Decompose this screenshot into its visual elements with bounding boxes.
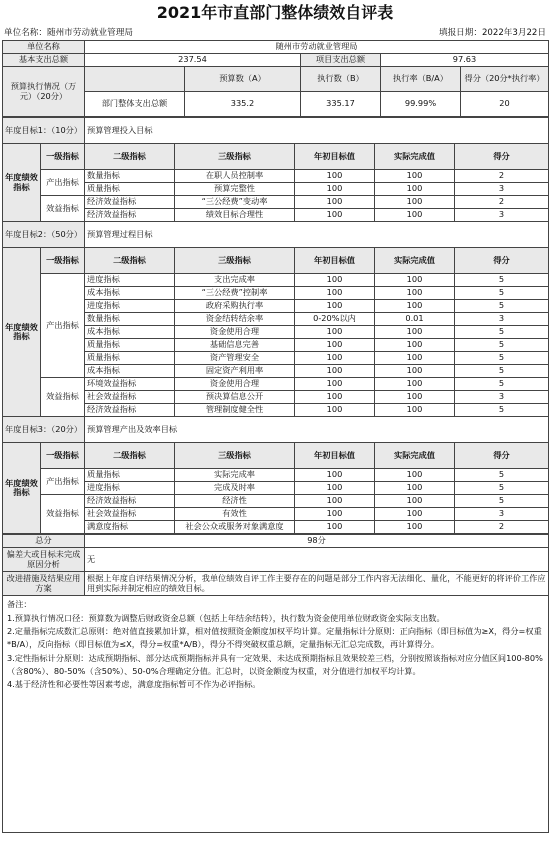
score-cell: 5 [455,469,549,482]
actual-cell: 100 [375,378,455,391]
indicator-row [3,183,549,196]
indicator-row [3,209,549,222]
indicator-row [3,287,549,300]
indicator-row [3,274,549,287]
score-header: 得分（20分*执行率） [461,67,549,92]
indicator-sections [3,118,549,534]
score-cell: 5 [455,339,549,352]
project-label: 项目支出总额 [301,54,381,67]
level2-cell: 成本指标 [85,287,175,300]
target-cell: 100 [295,482,375,495]
score-value: 20 [461,92,549,117]
level3-cell: “三公经费”控制率 [175,287,295,300]
target-cell: 100 [295,170,375,183]
level3-cell: 政府采购执行率 [175,300,295,313]
col-l3: 三级指标 [175,248,295,274]
basic-label: 基本支出总额 [3,54,85,67]
level2-cell: 数量指标 [85,170,175,183]
indicator-row [3,495,549,508]
col-l3: 三级指标 [175,443,295,469]
level3-cell: 支出完成率 [175,274,295,287]
level2-cell: 经济效益指标 [85,209,175,222]
actual-cell: 100 [375,469,455,482]
target-cell: 100 [295,274,375,287]
level2-cell: 质量指标 [85,183,175,196]
col-target: 年初目标值 [295,248,375,274]
level2-cell: 成本指标 [85,326,175,339]
exec-value: 335.17 [301,92,381,117]
rate-header: 执行率（B/A） [381,67,461,92]
indicator-row [3,170,549,183]
deviation-value: 无 [85,548,549,572]
indicator-row [3,404,549,417]
actual-cell: 100 [375,365,455,378]
col-l3: 三级指标 [175,144,295,170]
level3-cell: 有效性 [175,508,295,521]
actual-cell: 100 [375,521,455,534]
level2-cell: 质量指标 [85,339,175,352]
budget-value: 335.2 [185,92,301,117]
score-cell: 3 [455,313,549,326]
score-cell: 5 [455,365,549,378]
dept-label: 部门整体支出总额 [85,92,185,117]
score-cell: 3 [455,391,549,404]
note-item: 2.定量指标完成数汇总原则：绝对值直接累加计算，相对值按照资金额度加权平均计算。定量指标计分原则：正向指标（即目标值为≥X，得分=权重*B/A），反向指标（即目标值为≤X，得分=权重*A/B），得分不得突破权重总额，定量指标无汇总完成数，再计算得分。 [7,626,542,650]
unit-label: 单位名称：随州市劳动就业管理局 [4,28,133,38]
exec-header: 执行数（B） [301,67,381,92]
indicator-row [3,352,549,365]
actual-cell: 100 [375,326,455,339]
goal-indicator-label: 年度绩效指标 [3,144,41,222]
column-header-row [3,248,549,274]
col-l1: 一级指标 [41,144,85,170]
col-actual: 实际完成值 [375,443,455,469]
target-cell: 100 [295,300,375,313]
goal-indicator-label: 年度绩效指标 [3,443,41,534]
level3-cell: 预决算信息公开 [175,391,295,404]
level2-cell: 社会效益指标 [85,508,175,521]
target-cell: 100 [295,326,375,339]
level2-cell: 环境效益指标 [85,378,175,391]
level2-cell: 进度指标 [85,274,175,287]
col-actual: 实际完成值 [375,144,455,170]
note-item: 4.基于经济性和必要性等因素考虑，满意度指标暂可不作为必评指标。 [7,679,261,690]
section-goal-row [3,118,549,144]
group-name: 产出指标 [41,170,85,196]
indicator-row [3,469,549,482]
actual-cell: 100 [375,404,455,417]
group-name: 效益指标 [41,495,85,534]
score-cell: 5 [455,378,549,391]
evaluation-form [2,0,548,833]
actual-cell: 100 [375,287,455,300]
col-score: 得分 [455,443,549,469]
actual-cell: 100 [375,482,455,495]
actual-cell: 100 [375,352,455,365]
indicator-row [3,313,549,326]
level2-cell: 数量指标 [85,313,175,326]
target-cell: 100 [295,352,375,365]
notes-title: 备注： [7,599,32,609]
level3-cell: 资产管理安全 [175,352,295,365]
actual-cell: 100 [375,508,455,521]
note-item: 1.预算执行情况口径：预算数为调整后财政资金总额（包括上年结余结转），执行数为资金使用单位财政资金实际支出数。 [7,612,445,623]
indicator-table [2,117,549,534]
date-label: 填报日期：2022年3月22日 [438,28,546,38]
footer-table [2,534,549,833]
col-score: 得分 [455,144,549,170]
level2-cell: 经济效益指标 [85,495,175,508]
rate-value: 99.99% [381,92,461,117]
section-goal: 预算管理产出及效率目标 [85,417,549,443]
level2-cell: 进度指标 [85,300,175,313]
total-label: 总分 [3,535,85,548]
indicator-row [3,391,549,404]
project-value: 97.63 [381,54,549,67]
actual-cell: 100 [375,274,455,287]
target-cell: 100 [295,378,375,391]
score-cell: 3 [455,209,549,222]
summary-table [2,40,549,117]
level2-cell: 经济效益指标 [85,404,175,417]
section-goal-row [3,222,549,248]
column-header-row [3,443,549,469]
level3-cell: 实际完成率 [175,469,295,482]
target-cell: 100 [295,196,375,209]
level2-cell: 社会效益指标 [85,391,175,404]
indicator-row [3,365,549,378]
actual-cell: 100 [375,300,455,313]
score-cell: 5 [455,352,549,365]
indicator-row [3,326,549,339]
total-value: 98分 [85,535,549,548]
level2-cell: 成本指标 [85,365,175,378]
indicator-row [3,339,549,352]
target-cell: 100 [295,521,375,534]
level2-cell: 质量指标 [85,352,175,365]
target-cell: 100 [295,365,375,378]
level3-cell: 基础信息完善 [175,339,295,352]
actual-cell: 100 [375,183,455,196]
col-score: 得分 [455,248,549,274]
deviation-label: 偏差大或目标未完成原因分析 [3,548,85,572]
budget-header: 预算数（A） [185,67,301,92]
column-header-row [3,144,549,170]
score-cell: 2 [455,196,549,209]
target-cell: 100 [295,404,375,417]
score-cell: 5 [455,287,549,300]
level3-cell: 完成及时率 [175,482,295,495]
goal-indicator-label: 年度绩效指标 [3,248,41,417]
col-l1: 一级指标 [41,248,85,274]
target-cell: 100 [295,391,375,404]
target-cell: 100 [295,495,375,508]
score-cell: 5 [455,404,549,417]
actual-cell: 0.01 [375,313,455,326]
group-name: 效益指标 [41,378,85,417]
level3-cell: 预算完整性 [175,183,295,196]
level3-cell: 资金使用合理 [175,378,295,391]
col-l2: 二级指标 [85,248,175,274]
level3-cell: 管理制度健全性 [175,404,295,417]
measures-label: 改进措施及结果应用方案 [3,572,85,596]
col-target: 年初目标值 [295,443,375,469]
section-label: 年度目标1：（10分） [3,118,85,144]
notes [3,596,549,833]
level3-cell: 固定资产利用率 [175,365,295,378]
score-cell: 5 [455,482,549,495]
page-title: 2021年市直部门整体绩效自评表 [156,3,394,22]
note-item: 3.定性指标计分原则：达成预期指标、部分达成预期指标并具有一定效果、未达成预期指标且效果较差三档，分别按照该指标对应分值区间100-80%（含80%）、80-50%（含50%）、50-0%合理确定分值。汇总时，以资金额度为权重，对分值进行加权平均计算。 [7,652,543,676]
level3-cell: 社会公众或服务对象满意度 [175,521,295,534]
indicator-row [3,300,549,313]
score-cell: 2 [455,170,549,183]
unit-name-value: 随州市劳动就业管理局 [85,41,549,54]
indicator-row [3,521,549,534]
section-goal: 预算管理过程目标 [85,222,549,248]
col-l1: 一级指标 [41,443,85,469]
level3-cell: 资金使用合理 [175,326,295,339]
target-cell: 100 [295,469,375,482]
level2-cell: 满意度指标 [85,521,175,534]
unit-name-label: 单位名称 [3,41,85,54]
level2-cell: 进度指标 [85,482,175,495]
actual-cell: 100 [375,339,455,352]
actual-cell: 100 [375,209,455,222]
score-cell: 3 [455,183,549,196]
score-cell: 5 [455,495,549,508]
col-actual: 实际完成值 [375,248,455,274]
indicator-row [3,378,549,391]
indicator-row [3,508,549,521]
indicator-row [3,196,549,209]
section-label: 年度目标3：（20分） [3,417,85,443]
col-target: 年初目标值 [295,144,375,170]
level3-cell: 经济性 [175,495,295,508]
group-name: 产出指标 [41,274,85,378]
level3-cell: “三公经费”变动率 [175,196,295,209]
level2-cell: 经济效益指标 [85,196,175,209]
group-name: 产出指标 [41,469,85,495]
measures-value: 根据上年度自评结果情况分析，我单位绩效自评工作主要存在的问题是部分工作内容无法细化、量化，不能更好的将评价工作应用到实际并制定相应的绩效目标。 [85,572,549,596]
col-l2: 二级指标 [85,443,175,469]
basic-value: 237.54 [85,54,301,67]
score-cell: 3 [455,508,549,521]
group-name: 效益指标 [41,196,85,222]
meta-row [2,26,548,40]
section-goal: 预算管理投入目标 [85,118,549,144]
target-cell: 0-20%以内 [295,313,375,326]
target-cell: 100 [295,183,375,196]
target-cell: 100 [295,209,375,222]
section-label: 年度目标2：（50分） [3,222,85,248]
target-cell: 100 [295,339,375,352]
score-cell: 5 [455,326,549,339]
level2-cell: 质量指标 [85,469,175,482]
score-cell: 2 [455,521,549,534]
indicator-row [3,482,549,495]
actual-cell: 100 [375,391,455,404]
section-goal-row [3,417,549,443]
actual-cell: 100 [375,196,455,209]
level3-cell: 绩效目标合理性 [175,209,295,222]
level3-cell: 资金结转结余率 [175,313,295,326]
actual-cell: 100 [375,495,455,508]
actual-cell: 100 [375,170,455,183]
score-cell: 5 [455,300,549,313]
col-l2: 二级指标 [85,144,175,170]
score-cell: 5 [455,274,549,287]
target-cell: 100 [295,287,375,300]
level3-cell: 在职人员控制率 [175,170,295,183]
budget-label: 预算执行情况（万元）（20分） [3,67,85,117]
target-cell: 100 [295,508,375,521]
